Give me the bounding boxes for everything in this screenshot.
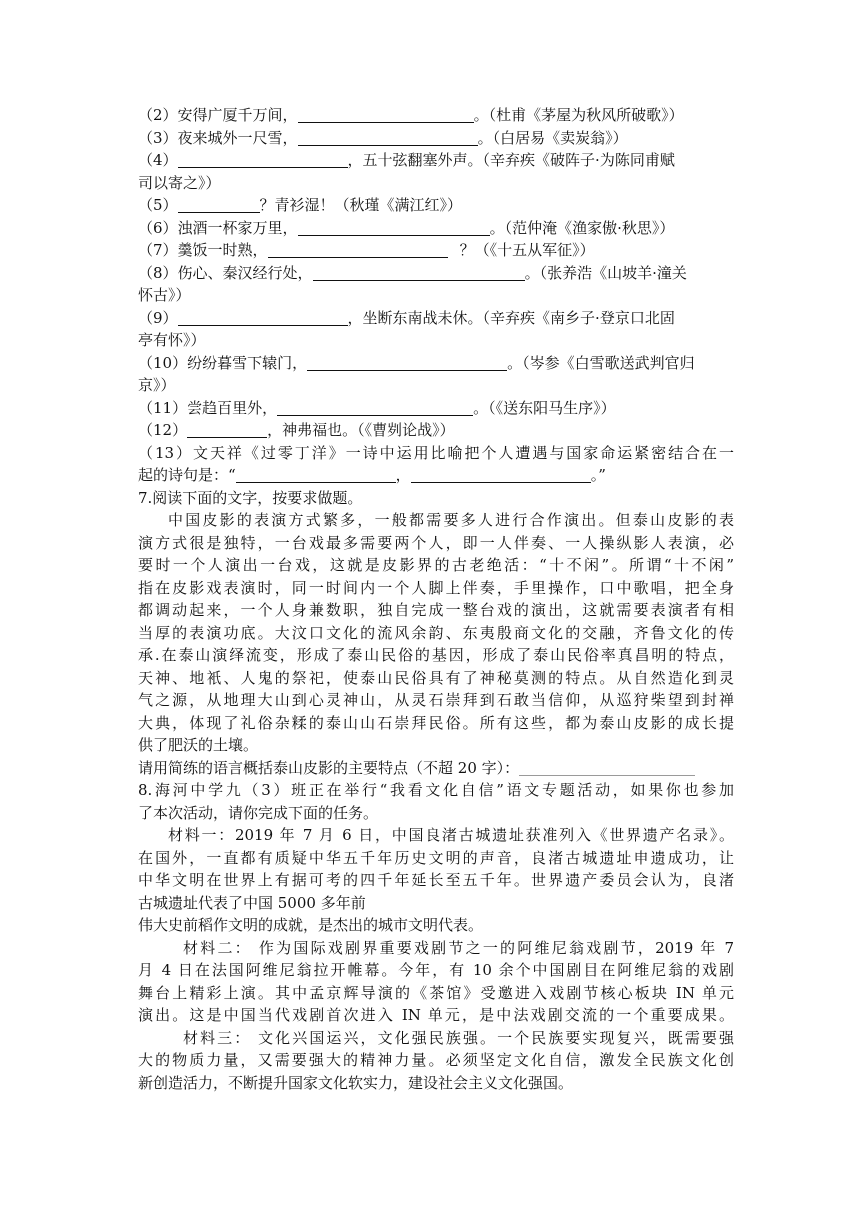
answer-blank[interactable] (298, 220, 490, 236)
material-2-line: 月 4 日在法国阿维尼翁拉开帷幕。今年，有 10 余个中国剧目在阿维尼翁的戏剧 (138, 961, 734, 979)
question-12 (138, 419, 734, 442)
reading-line: 都调动起来，一个人身兼数职，独自完成一整台戏的演出，这就需要表演者有相 (138, 601, 734, 619)
question-number: （3） (138, 128, 178, 147)
prompt-text: 请用简练的语言概括泰山皮影的主要特点（不超 20 字）： (138, 758, 520, 777)
question-9 (138, 307, 734, 330)
question-source: ？（《十五从军征》） (459, 241, 595, 259)
question-number: （4） (138, 151, 178, 169)
question-number: （6） (138, 218, 178, 237)
q8-title: 8.海河中学九（3）班正在举行“我看文化自信”语文专题活动，如果你也参加 (138, 781, 734, 799)
material-1-line: 中华文明在世界上有据可考的四千年延长至五千年。世界遗产委员会认为，良渚 (138, 871, 734, 889)
material-2-line: 演出。这是中国当代戏剧首次进入 IN 单元，是中法戏剧交流的一个重要成果。 (138, 1006, 734, 1024)
answer-blank[interactable] (277, 400, 473, 416)
reading-prompt (138, 757, 734, 780)
material-1-line: 古城遗址代表了中国 5000 多年前 (138, 893, 366, 912)
answer-blank[interactable] (268, 242, 448, 258)
reading-line: 供了肥沃的土壤。 (138, 736, 259, 754)
reading-line: 指在皮影戏表演时，同一时间内一个人脚上伴奏，手里操作，口中歌唱，把全身 (138, 578, 734, 597)
question-13-continued (138, 464, 734, 487)
material-1-line: 材料一：2019 年 7 月 6 日，中国良渚古城遗址获准列入《世界遗产名录》。 (168, 826, 734, 844)
answer-blank[interactable] (178, 197, 260, 213)
question-text: 安得广厦千万间， (177, 106, 298, 124)
page-content (138, 104, 734, 1094)
answer-blank[interactable] (298, 130, 478, 146)
reading-line: 当厚的表演功底。大汶口文化的流风余韵、东夷殷商文化的交融，齐鲁文化的传 (138, 623, 734, 642)
question-text: ， (395, 466, 411, 484)
question-9-continued (138, 329, 734, 352)
question-10 (138, 352, 734, 375)
question-text: 伤心、秦汉经行处， (177, 263, 313, 282)
question-number: （10） (138, 353, 188, 372)
question-source: 。（白居易《卖炭翁》） (477, 128, 628, 147)
question-7-poem (138, 239, 734, 262)
question-source: 。（岑参《白雪歌送武判官归 (507, 353, 695, 372)
answer-blank[interactable] (236, 467, 396, 483)
material-3-line: 新创造活力，不断提升国家文化软实力，建设社会主义文化强国。 (138, 1073, 574, 1092)
question-text: 。” (590, 466, 606, 484)
question-number: （2） (138, 106, 178, 124)
question-text: 起的诗句是：“ (138, 466, 236, 484)
question-source: ，神弗福也。（《曹刿论战》） (267, 421, 455, 439)
question-number: （12） (138, 421, 188, 439)
material-2-line: 材料二： 作为国际戏剧界重要戏剧节之一的阿维尼翁戏剧节，2019 年 7 (183, 938, 734, 957)
question-source: 。（《送东阳马生序》） (473, 398, 616, 417)
reading-line: 承.在泰山演绎流变，形成了泰山民俗的基因，形成了泰山民俗率真昌明的特点， (138, 646, 734, 664)
question-8-continued (138, 284, 734, 307)
question-text: 尝趋百里外， (187, 398, 278, 417)
question-source: ，坐断东南战未休。（辛弃疾《南乡子·登京口北固 (347, 308, 675, 327)
answer-blank[interactable] (313, 265, 525, 281)
question-text: 夜来城外一尺雪， (177, 128, 298, 147)
reading-line: 演方式很是独特，一台戏最多需要两个人，即一人伴奏、一人操纵影人表演，必 (138, 533, 734, 552)
question-text: 文天祥《过零丁洋》一诗中运用比喻把个人遭遇与国家命运紧密结合在一 (193, 443, 734, 462)
answer-blank[interactable] (187, 422, 267, 438)
material-3-line: 材料三： 文化兴国运兴，文化强民族强。一个民族要实现复兴，既需要强 (183, 1028, 734, 1047)
question-text: 纷纷暮雪下辕门， (187, 353, 308, 372)
reading-line: 气之源，从地理大山到心灵神山，从灵石崇拜到石敢当信仰，从巡狩柴望到封禅 (138, 691, 734, 709)
question-source: 。（杜甫《茅屋为秋风所破歌》） (473, 106, 684, 124)
q8-title: 了本次活动，请你完成下面的任务。 (138, 803, 379, 822)
question-11 (138, 397, 734, 420)
answer-blank[interactable] (178, 310, 348, 326)
question-source: 司以寄之》） (138, 173, 221, 192)
answer-blank[interactable] (178, 152, 348, 168)
reading-line: 中国皮影的表演方式繁多，一般都需要多人进行合作演出。但泰山皮影的表 (168, 511, 734, 529)
question-number: （11） (138, 398, 188, 417)
reading-line: 天神、地衹、人鬼的祭祀，使泰山民俗具有了神秘莫测的特点。从自然造化到灵 (138, 668, 734, 687)
answer-blank[interactable] (519, 760, 695, 776)
question-4-continued (138, 172, 734, 195)
question-4 (138, 149, 734, 172)
question-number: （9） (138, 308, 178, 327)
question-source: 亭有怀》） (138, 331, 206, 349)
answer-blank[interactable] (298, 107, 474, 123)
reading-line: 要时一个人演出一台戏，这就是皮影界的古老绝活：“十不闲”。所谓“十不闲” (138, 556, 734, 574)
reading-line: 大典，体现了礼俗杂糅的泰山山石崇拜民俗。所有这些，都为泰山皮影的成长提 (138, 713, 734, 732)
question-source: ，五十弦翻塞外声。（辛弃疾《破阵子·为陈同甫赋 (347, 151, 675, 169)
question-13 (138, 442, 734, 465)
question-number: （5） (138, 196, 178, 214)
material-1-line: 在国外，一直都有质疑中华五千年历史文明的声音，良渚古城遗址申遗成功，让 (138, 848, 734, 867)
question-number: （7） (138, 241, 178, 259)
question-text: 羹饭一时熟， (177, 241, 268, 259)
question-number: （13） (138, 443, 193, 462)
question-8-poem (138, 262, 734, 285)
question-3 (138, 127, 734, 150)
question-5 (138, 194, 734, 217)
answer-blank[interactable] (307, 355, 507, 371)
material-3-line: 大的物质力量，又需要强大的精神力量。必须坚定文化自信，激发全民族文化创 (138, 1051, 734, 1069)
answer-blank[interactable] (411, 467, 591, 483)
question-2 (138, 104, 734, 127)
question-source: 。（范仲淹《渔家傲·秋思》） (489, 218, 675, 237)
material-1-line: 伟大史前稻作文明的成就，是杰出的城市文明代表。 (138, 916, 484, 934)
question-10-continued (138, 374, 734, 397)
question-6 (138, 217, 734, 240)
material-2-line: 舞台上精彩上演。其中孟京辉导演的《茶馆》受邀进入戏剧节核心板块 IN 单元 (138, 983, 734, 1002)
reading-title: 7.阅读下面的文字，按要求做题。 (138, 488, 363, 507)
question-source: 。（张养浩《山坡羊·潼关 (524, 263, 687, 282)
question-text: 浊酒一杯家万里， (177, 218, 298, 237)
question-source: ？青衫湿！（秋瑾《满江红》） (259, 196, 463, 214)
question-number: （8） (138, 263, 178, 282)
question-source: 京》） (138, 376, 176, 394)
question-source: 怀古》） (138, 286, 191, 304)
